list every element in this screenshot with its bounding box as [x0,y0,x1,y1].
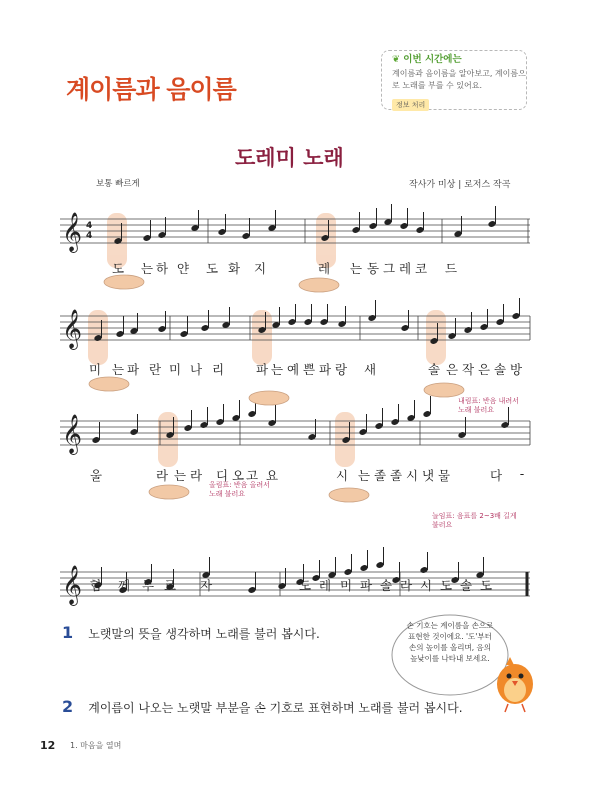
question-number: 2 [62,697,74,716]
lyric-syllable: 께 [117,578,131,593]
lyric-syllable: 코 [414,261,428,276]
lyric-syllable: 솔 [379,578,393,593]
hand-sign-icon [424,383,464,397]
lyric-syllable: 레 [317,261,331,276]
lyric-syllable: 파 [126,362,140,377]
composer-credit: 작사가 미상 | 로저스 작곡 [409,180,511,190]
sprout-icon: ❦ [392,54,400,65]
question-text: 노랫말의 뜻을 생각하며 노래를 불러 봅시다. [88,627,320,641]
lyric-syllable: 파 [318,362,332,377]
solfege-highlight [426,310,446,365]
question-number: 1 [62,623,74,642]
lyric-syllable: 화 [227,261,241,276]
info-box-heading: ❦ 이번 시간에는 [392,54,462,65]
lyric-syllable: 함 [89,578,103,593]
lyric-syllable: 도 [479,578,493,593]
page-title: 계이름과 음이름 [66,75,236,104]
lyric-syllable: 디 [215,468,229,483]
lyric-syllable: 오 [231,468,245,483]
lyric-syllable: 솔 [493,362,507,377]
treble-clef-icon: 𝄞 [62,414,83,454]
lyric-syllable: 부 [141,578,155,593]
lyric-syllable: 쁜 [302,362,316,377]
lyric-syllable: 는 [349,261,363,276]
lyric-syllable: 도 [439,578,453,593]
lyric-syllable: 예 [286,362,300,377]
lyric-syllable: 파 [255,362,269,377]
lyric-syllable: 미 [168,362,182,377]
lyric-syllable: 시 [335,468,349,483]
question-text: 계이름이 나오는 노랫말 부분을 손 기호로 표현하며 노래를 불러 봅시다. [88,701,463,715]
time-signature-top: 4 [86,221,93,231]
treble-clef-icon: 𝄞 [62,212,83,252]
flat-annotation: 내림표: 반음 내려서 노래 불러요 [458,397,519,414]
lyric-syllable: 지 [253,261,267,276]
lyric-syllable: 새 [363,362,377,377]
lyric-syllable: 는 [111,362,125,377]
lyric-syllable: 는 [173,468,187,483]
info-box-body: 계이름과 음이름을 알아보고, 계이름으로 노래를 부를 수 있어요. [392,69,526,90]
lyric-syllable: 은 [477,362,491,377]
lyric-syllable: 레 [398,261,412,276]
lyric-syllable: 르 [163,578,177,593]
hand-sign-icon [299,278,339,292]
lyric-syllable: 방 [509,362,523,377]
question-2 [62,697,463,716]
lyric-syllable: 란 [148,362,162,377]
lyric-syllable: 라 [155,468,169,483]
bubble-text: 손 기호는 계이름을 손으로 표현한 것이에요. '도'부터 손의 높이를 올리며, 음의 높낮이를 나타내 보세요. [406,621,494,663]
lyric-syllable: 시 [419,578,433,593]
lyric-syllable: 작 [461,362,475,377]
lyric-syllable: 는 [357,468,371,483]
lyric-syllable: 고 [245,468,259,483]
lyric-syllable: 졸 [389,468,403,483]
lyric-syllable: 미 [88,362,102,377]
lyric-syllable: 솔 [427,362,441,377]
lyric-syllable: 졸 [373,468,387,483]
lyric-syllable: 도 [298,578,312,593]
hand-sign-icon [329,488,369,502]
section-label: 1. 마음을 열며 [70,741,122,750]
lyric-syllable: 시 [405,468,419,483]
lyric-syllable: 라 [189,468,203,483]
time-signature-bottom: 4 [86,231,93,241]
info-box-tag: 정보 처리 [392,99,429,111]
lyric-syllable: 물 [437,468,451,483]
lyric-syllable: 울 [89,468,103,483]
lyric-syllable: 레 [318,578,332,593]
lyric-syllable: 냇 [421,468,435,483]
lyric-syllable: 도 [111,261,125,276]
lyric-syllable: 나 [189,362,203,377]
song-title: 도레미 노래 [235,146,344,170]
lyric-syllable: 는 [140,261,154,276]
lyric-syllable: 그 [382,261,396,276]
hand-sign-icon [89,377,129,391]
fermata-annotation: 늘임표: 음표를 2~3배 길게 불러요 [432,512,517,529]
lyric-syllable: 다 [489,468,503,483]
hand-sign-icon [249,391,289,405]
lyric-syllable: 미 [339,578,353,593]
treble-clef-icon: 𝄞 [62,565,83,605]
lyric-syllable: 요 [265,468,279,483]
solfege-highlight [252,310,272,365]
lyric-syllable: 랑 [334,362,348,377]
sharp-annotation: 올림표: 반음 올려서 노래 불러요 [209,481,270,498]
treble-clef-icon: 𝄞 [62,309,83,349]
lyric-syllable: 드 [444,261,458,276]
lyric-syllable: 하 [155,261,169,276]
tempo-marking: 보통 빠르게 [96,179,140,189]
lyric-syllable: 는 [270,362,284,377]
question-1 [62,623,320,642]
lyric-syllable: - [519,466,525,481]
lyric-syllable: 자 [199,578,213,593]
solfege-highlight [158,412,178,467]
hand-sign-icon [104,275,144,289]
lyric-syllable: 동 [366,261,380,276]
lyric-syllable: 파 [359,578,373,593]
lyric-syllable: 은 [445,362,459,377]
page-number: 12 [40,739,56,752]
lyric-syllable: 도 [205,261,219,276]
lyric-syllable: 얀 [176,261,190,276]
hand-sign-icon [149,485,189,499]
lyric-syllable: 라 [399,578,413,593]
lyric-syllable: 리 [211,362,225,377]
lyric-syllable: 솔 [459,578,473,593]
